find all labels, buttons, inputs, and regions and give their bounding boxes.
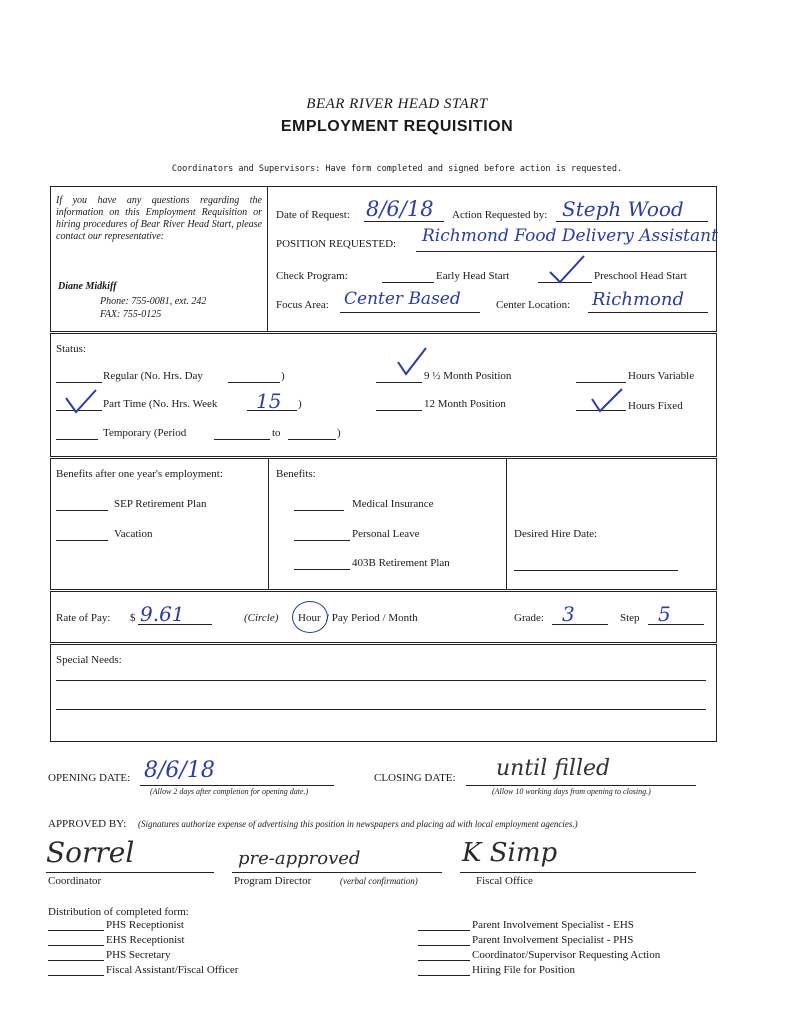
- hours-variable-blank: [576, 382, 626, 383]
- sep-retirement-label: SEP Retirement Plan: [114, 498, 207, 510]
- desired-hire-date-line: [514, 570, 678, 571]
- twelve-month-blank: [376, 410, 422, 411]
- benefits-divider-2: [506, 458, 507, 590]
- temporary-paren: ): [337, 427, 341, 439]
- center-location-value[interactable]: Richmond: [592, 289, 685, 310]
- temporary-to-line: [288, 439, 336, 440]
- early-head-start-label: Early Head Start: [436, 270, 510, 282]
- twelve-month-label: 12 Month Position: [424, 398, 506, 410]
- dist-left-blank-2: [48, 960, 104, 961]
- center-location-label: Center Location:: [496, 299, 571, 311]
- benefits-divider-1: [268, 458, 269, 590]
- rate-of-pay-label: Rate of Pay:: [56, 612, 111, 624]
- org-name: BEAR RIVER HEAD START: [306, 96, 488, 112]
- nine-half-label: 9 ½ Month Position: [424, 370, 512, 382]
- vacation-label: Vacation: [114, 528, 153, 540]
- dist-right-item: Parent Involvement Specialist - EHS: [472, 919, 634, 931]
- fiscal-office-signature: K Simp: [462, 838, 558, 868]
- closing-date-line: [466, 785, 696, 786]
- opening-date-label: OPENING DATE:: [48, 772, 131, 784]
- fiscal-office-line: [460, 872, 696, 873]
- program-director-note: (verbal confirmation): [340, 876, 418, 886]
- contact-text: If you have any questions regarding the information on this Employment Requisition or hiring procedures of Bear River Head Start, please contact our representative:: [56, 195, 262, 242]
- retirement-403b-blank: [294, 569, 350, 570]
- regular-hours-line: [228, 382, 280, 383]
- hours-fixed-label: Hours Fixed: [628, 400, 683, 412]
- coordinator-label: Coordinator: [48, 875, 102, 887]
- fiscal-office-label: Fiscal Office: [476, 875, 533, 887]
- closing-date-label: CLOSING DATE:: [374, 772, 456, 784]
- desired-hire-date-label: Desired Hire Date:: [514, 528, 598, 540]
- retirement-403b-label: 403B Retirement Plan: [352, 557, 450, 569]
- closing-date-note: (Allow 10 working days from opening to closing.): [492, 787, 651, 796]
- dist-left-item: PHS Receptionist: [106, 919, 184, 931]
- personal-blank: [294, 540, 350, 541]
- dist-left-item: Fiscal Assistant/Fiscal Officer: [106, 964, 239, 976]
- program-director-line: [232, 872, 442, 873]
- action-requested-value[interactable]: Steph Wood: [562, 197, 684, 221]
- distribution-label: Distribution of completed form:: [48, 906, 189, 918]
- date-of-request-value[interactable]: 8/6/18: [366, 197, 434, 221]
- medical-blank: [294, 510, 344, 511]
- temporary-from-line: [214, 439, 270, 440]
- part-time-label: Part Time (No. Hrs. Week: [103, 398, 218, 410]
- regular-paren: ): [281, 370, 285, 382]
- contact-name: Diane Midkiff: [58, 281, 117, 292]
- focus-area-line: [340, 312, 480, 313]
- dist-left-blank-3: [48, 975, 104, 976]
- dist-right-item: Coordinator/Supervisor Requesting Action: [472, 949, 661, 961]
- program-director-label: Program Director: [234, 875, 312, 887]
- opening-date-note: (Allow 2 days after completion for opening date.): [150, 787, 309, 796]
- circle-label: (Circle): [244, 612, 279, 624]
- opening-date-line: [140, 785, 334, 786]
- medical-insurance-label: Medical Insurance: [352, 498, 434, 510]
- dist-right-blank-0: [418, 930, 470, 931]
- contact-phone: Phone: 755-0081, ext. 242: [100, 296, 207, 307]
- rate-of-pay-value[interactable]: 9.61: [140, 602, 185, 626]
- part-time-paren: ): [298, 398, 302, 410]
- program-director-signature: pre-approved: [238, 848, 361, 869]
- focus-area-label: Focus Area:: [276, 299, 329, 311]
- approval-note: (Signatures authorize expense of advertising this position in newspapers and placing ad with local employment agencies.): [138, 819, 578, 829]
- dist-left-blank-1: [48, 945, 104, 946]
- regular-label: Regular (No. Hrs. Day: [103, 370, 203, 382]
- part-time-hours-value[interactable]: 15: [256, 389, 282, 413]
- temporary-label: Temporary (Period: [103, 427, 187, 439]
- coordinator-line: [46, 872, 214, 873]
- step-label: Step: [620, 612, 640, 624]
- date-of-request-line: [364, 221, 444, 222]
- dist-right-blank-3: [418, 975, 470, 976]
- position-requested-line: [416, 251, 716, 252]
- regular-blank: [56, 382, 102, 383]
- action-requested-line: [556, 221, 708, 222]
- vacation-blank: [56, 540, 108, 541]
- position-requested-value[interactable]: Richmond Food Delivery Assistant: [422, 226, 718, 246]
- dist-left-item: EHS Receptionist: [106, 934, 185, 946]
- preschool-head-start-label: Preschool Head Start: [594, 270, 687, 282]
- temporary-blank: [56, 439, 98, 440]
- grade-line: [552, 624, 608, 625]
- personal-leave-label: Personal Leave: [352, 528, 420, 540]
- early-head-start-blank: [382, 282, 434, 283]
- special-needs-label: Special Needs:: [56, 654, 122, 666]
- position-requested-label: POSITION REQUESTED:: [276, 238, 397, 250]
- special-needs-box: [50, 644, 717, 742]
- closing-date-value[interactable]: until filled: [496, 756, 611, 781]
- part-time-check-mark[interactable]: [64, 388, 98, 414]
- benefits-label: Benefits:: [276, 468, 316, 480]
- opening-date-value[interactable]: 8/6/18: [144, 758, 215, 783]
- hours-variable-label: Hours Variable: [628, 370, 695, 382]
- action-requested-label: Action Requested by:: [452, 209, 548, 221]
- step-value[interactable]: 5: [658, 602, 671, 626]
- benefits-after-year-label: Benefits after one year's employment:: [56, 468, 223, 480]
- special-needs-line-2: [56, 709, 706, 710]
- step-line: [648, 624, 704, 625]
- dist-left-blank-0: [48, 930, 104, 931]
- focus-area-value[interactable]: Center Based: [344, 289, 461, 309]
- dist-right-blank-2: [418, 960, 470, 961]
- hours-fixed-check-mark[interactable]: [590, 387, 624, 413]
- date-of-request-label: Date of Request:: [276, 209, 350, 221]
- temporary-to-label: to: [272, 427, 281, 439]
- contact-fax: FAX: 755-0125: [100, 309, 162, 320]
- grade-value[interactable]: 3: [562, 602, 575, 626]
- coordinator-signature: Sorrel: [46, 836, 135, 869]
- dist-right-item: Parent Involvement Specialist - PHS: [472, 934, 634, 946]
- status-label: Status:: [56, 343, 86, 355]
- grade-label: Grade:: [514, 612, 544, 624]
- dist-left-item: PHS Secretary: [106, 949, 171, 961]
- instruction-note: Coordinators and Supervisors: Have form completed and signed before action is requested.: [171, 164, 623, 174]
- check-program-label: Check Program:: [276, 270, 348, 282]
- approved-by-label: APPROVED BY:: [48, 818, 127, 830]
- special-needs-line-1: [56, 680, 706, 681]
- sep-blank: [56, 510, 108, 511]
- dollar-sign: $: [130, 612, 136, 624]
- preschool-check-mark[interactable]: [548, 254, 588, 284]
- dist-right-item: Hiring File for Position: [472, 964, 575, 976]
- pay-period-month-options: / Pay Period / Month: [326, 612, 418, 624]
- center-location-line: [588, 312, 708, 313]
- hour-option: Hour: [298, 612, 321, 624]
- page-title: EMPLOYMENT REQUISITION: [280, 118, 514, 135]
- nine-half-blank: [376, 382, 422, 383]
- dist-right-blank-1: [418, 945, 470, 946]
